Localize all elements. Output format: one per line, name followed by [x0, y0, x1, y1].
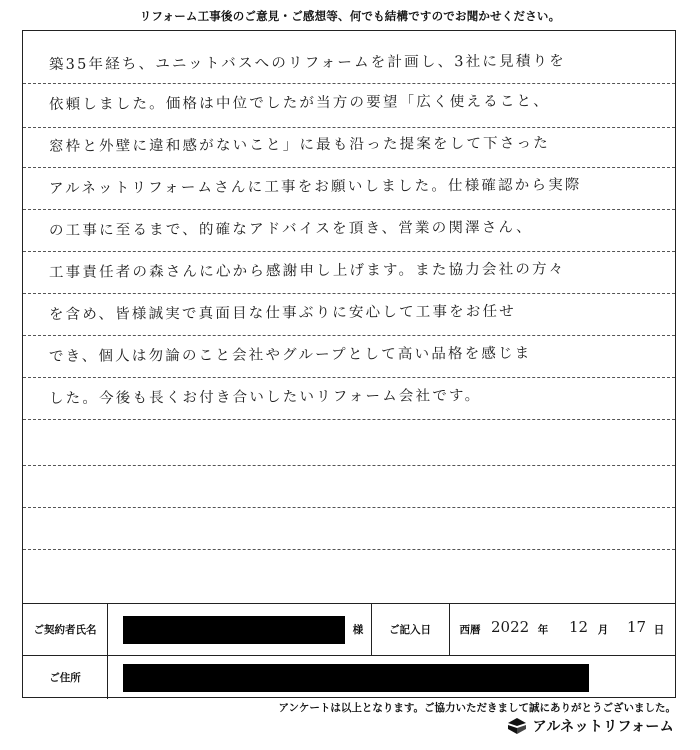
- handwritten-line-3: 窓枠と外壁に違和感がないこと」に最も沿った提案をして下さった: [48, 135, 550, 156]
- contractor-name-label: ご契約者氏名: [33, 624, 97, 636]
- company-logo: [507, 716, 674, 736]
- handwritten-line-9: した。今後も長くお付き合いしたいリフォーム会社です。: [48, 387, 482, 408]
- day-unit: 日: [653, 624, 665, 636]
- honorific-label: 様: [352, 624, 364, 636]
- handwritten-line-4: アルネットリフォームさんに工事をお願いしました。仕様確認から実際: [48, 177, 582, 198]
- contractor-date-row: [23, 603, 675, 655]
- logo-text: アルネットリフォーム: [532, 719, 674, 735]
- ruled-line: [23, 209, 675, 210]
- year-value: 2022: [491, 618, 530, 636]
- ruled-line: [23, 127, 675, 128]
- ruled-line: [23, 251, 675, 252]
- ruled-line: [23, 83, 675, 84]
- thanks-note: アンケートは以上となります。ご協力いただきまして誠にありがとうございました。: [278, 702, 676, 714]
- entry-date-label: ご記入日: [389, 624, 431, 636]
- month-value: 12: [569, 618, 589, 636]
- handwritten-line-7: を含め、皆様誠実で真面目な仕事ぶりに安心して工事をお任せ: [48, 303, 517, 324]
- ruled-line: [23, 419, 675, 420]
- address-row: [23, 655, 675, 699]
- ruled-line: [23, 167, 675, 168]
- ruled-line: [23, 507, 675, 508]
- comment-sheet: [22, 30, 676, 698]
- redacted-address: [123, 664, 589, 692]
- handwritten-line-1: 築35年経ち、ユニットバスへのリフォームを計画し、3社に見積りを: [48, 53, 566, 74]
- handwritten-line-6: 工事責任者の森さんに心から感謝申し上げます。また協力会社の方々: [48, 261, 566, 282]
- month-unit: 月: [597, 624, 609, 636]
- era-label: 西暦: [459, 624, 481, 636]
- ruled-line: [23, 377, 675, 378]
- form-instruction: リフォーム工事後のご意見・ご感想等、何でも結構ですのでお聞かせください。: [139, 9, 561, 23]
- ruled-line: [23, 465, 675, 466]
- ruled-line: [23, 335, 675, 336]
- address-label: ご住所: [49, 672, 81, 684]
- ruled-line: [23, 549, 675, 550]
- handwritten-line-5: の工事に至るまで、的確なアドバイスを頂き、営業の関澤さん、: [48, 219, 533, 240]
- redacted-contractor-name: [123, 616, 345, 644]
- ruled-line: [23, 293, 675, 294]
- handwritten-line-2: 依頼しました。価格は中位でしたが当方の要望「広く使えること、: [48, 93, 550, 114]
- year-unit: 年: [537, 624, 549, 636]
- arnet-logo-icon: [507, 717, 527, 735]
- handwritten-line-8: でき、個人は勿論のこと会社やグループとして高い品格を感じま: [48, 345, 532, 366]
- day-value: 17: [627, 618, 647, 636]
